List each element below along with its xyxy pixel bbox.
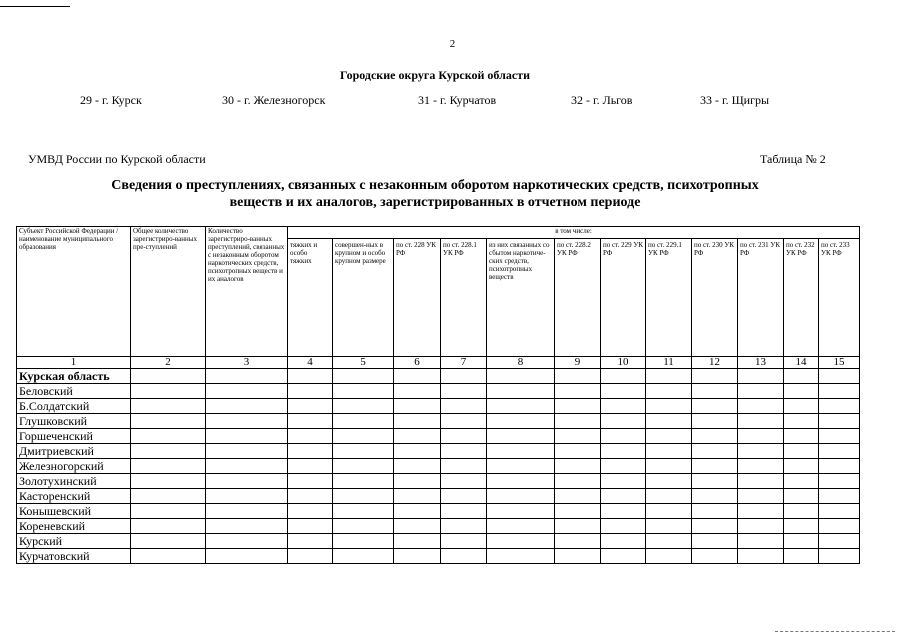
- table-cell: [601, 444, 646, 459]
- table-cell: [131, 519, 206, 534]
- table-number: Таблица № 2: [760, 152, 826, 166]
- table-cell: [487, 474, 555, 489]
- district-32: 32 - г. Льгов: [571, 93, 633, 107]
- table-cell: [131, 504, 206, 519]
- municipality-name: Беловский: [17, 384, 131, 399]
- table-cell: [738, 534, 784, 549]
- table-cell: [441, 459, 487, 474]
- document-title: [40, 177, 830, 211]
- header-subject: Субъект Российской Федерации /наименование муниципального образования: [17, 227, 131, 357]
- header-sale: из них связанных со сбытом наркотиче-ских средств, психотропных веществ: [487, 239, 555, 357]
- table-cell: [394, 399, 441, 414]
- table-cell: [555, 369, 601, 384]
- table-cell: [131, 489, 206, 504]
- table-cell: [394, 489, 441, 504]
- municipality-name: Курский: [17, 534, 131, 549]
- table-cell: [394, 444, 441, 459]
- table-cell: [288, 369, 333, 384]
- table-cell: [784, 414, 819, 429]
- col-num: 10: [601, 357, 646, 369]
- table-cell: [819, 504, 860, 519]
- table-cell: [738, 429, 784, 444]
- table-cell: [555, 429, 601, 444]
- table-cell: [206, 444, 288, 459]
- municipality-name: Касторенский: [17, 489, 131, 504]
- table-cell: [441, 384, 487, 399]
- table-cell: [487, 504, 555, 519]
- table-cell: [738, 414, 784, 429]
- table-cell: [206, 459, 288, 474]
- table-cell: [784, 444, 819, 459]
- table-cell: [333, 429, 394, 444]
- table-cell: [692, 549, 738, 564]
- table-cell: [784, 489, 819, 504]
- district-33: 33 - г. Щигры: [700, 93, 770, 107]
- table-cell: [646, 549, 692, 564]
- col-num: 14: [784, 357, 819, 369]
- table-cell: [646, 504, 692, 519]
- table-cell: [333, 534, 394, 549]
- table-cell: [131, 429, 206, 444]
- table-cell: [646, 459, 692, 474]
- footer-rule: [775, 631, 895, 632]
- header-art-228-2: по ст. 228.2 УК РФ: [555, 239, 601, 357]
- table-cell: [487, 459, 555, 474]
- table-cell: [441, 399, 487, 414]
- header-art-230: по ст. 230 УК РФ: [692, 239, 738, 357]
- table-cell: [487, 384, 555, 399]
- table-cell: [784, 474, 819, 489]
- table-cell: [646, 444, 692, 459]
- table-row: [17, 444, 860, 459]
- header-art-233: по ст. 233 УК РФ: [819, 239, 860, 357]
- header-grave: тяжких и особо тяжких: [288, 239, 333, 357]
- col-num: 7: [441, 357, 487, 369]
- table-row: [17, 414, 860, 429]
- col-num: 3: [206, 357, 288, 369]
- table-cell: [555, 489, 601, 504]
- table-cell: [394, 369, 441, 384]
- table-cell: [394, 384, 441, 399]
- table-cell: [131, 444, 206, 459]
- table-row: [17, 549, 860, 564]
- table-cell: [738, 519, 784, 534]
- table-cell: [692, 444, 738, 459]
- table-cell: [131, 384, 206, 399]
- table-cell: [692, 429, 738, 444]
- table-cell: [819, 414, 860, 429]
- municipality-name: Конышевский: [17, 504, 131, 519]
- table-cell: [784, 429, 819, 444]
- table-cell: [738, 549, 784, 564]
- table-cell: [206, 504, 288, 519]
- municipality-name: Курская область: [17, 369, 131, 384]
- table-cell: [333, 399, 394, 414]
- table-cell: [819, 549, 860, 564]
- table-cell: [394, 519, 441, 534]
- table-cell: [784, 504, 819, 519]
- column-number-row: [17, 357, 860, 369]
- table-cell: [333, 519, 394, 534]
- table-cell: [131, 399, 206, 414]
- table-cell: [333, 504, 394, 519]
- table-cell: [441, 534, 487, 549]
- table-cell: [487, 549, 555, 564]
- table-cell: [555, 399, 601, 414]
- col-num: 12: [692, 357, 738, 369]
- table-cell: [487, 429, 555, 444]
- table-cell: [601, 429, 646, 444]
- table-cell: [394, 534, 441, 549]
- municipality-name: Дмитриевский: [17, 444, 131, 459]
- district-30: 30 - г. Железногорск: [222, 93, 326, 107]
- table-cell: [646, 414, 692, 429]
- table-cell: [646, 474, 692, 489]
- table-row: [17, 384, 860, 399]
- col-num: 15: [819, 357, 860, 369]
- table-cell: [131, 414, 206, 429]
- table-cell: [738, 399, 784, 414]
- header-drug-crimes: Количество зарегистриро-ванных преступлений, связанных с незаконным оборотом наркотических средств, психотропных веществ и их аналогов: [206, 227, 288, 357]
- table-cell: [555, 444, 601, 459]
- table-cell: [487, 444, 555, 459]
- table-cell: [441, 504, 487, 519]
- table-cell: [601, 534, 646, 549]
- table-cell: [555, 519, 601, 534]
- table-cell: [646, 534, 692, 549]
- table-row: [17, 534, 860, 549]
- table-cell: [487, 519, 555, 534]
- table-cell: [784, 399, 819, 414]
- col-num: 4: [288, 357, 333, 369]
- table-cell: [646, 489, 692, 504]
- table-cell: [206, 429, 288, 444]
- table-cell: [206, 399, 288, 414]
- table-row: [17, 369, 860, 384]
- table-cell: [555, 384, 601, 399]
- table-cell: [555, 534, 601, 549]
- header-art-231: по ст. 231 УК РФ: [738, 239, 784, 357]
- col-num: 5: [333, 357, 394, 369]
- table-row: [17, 399, 860, 414]
- table-cell: [441, 414, 487, 429]
- table-cell: [738, 369, 784, 384]
- table-cell: [288, 474, 333, 489]
- table-cell: [692, 459, 738, 474]
- table-cell: [601, 369, 646, 384]
- table-cell: [819, 459, 860, 474]
- header-including: в том числе:: [288, 227, 860, 239]
- table-cell: [288, 459, 333, 474]
- district-29: 29 - г. Курск: [80, 93, 142, 107]
- table-cell: [555, 504, 601, 519]
- header-art-228: по ст. 228 УК РФ: [394, 239, 441, 357]
- table-row: [17, 489, 860, 504]
- col-num: 6: [394, 357, 441, 369]
- table-cell: [487, 369, 555, 384]
- table-cell: [441, 369, 487, 384]
- table-row: [17, 429, 860, 444]
- table-cell: [288, 384, 333, 399]
- table-cell: [784, 459, 819, 474]
- table-cell: [487, 414, 555, 429]
- table-cell: [288, 429, 333, 444]
- table-cell: [441, 444, 487, 459]
- table-cell: [819, 444, 860, 459]
- table-cell: [394, 504, 441, 519]
- table-cell: [206, 474, 288, 489]
- table-cell: [288, 489, 333, 504]
- table-cell: [819, 534, 860, 549]
- table-cell: [601, 519, 646, 534]
- municipality-name: Курчатовский: [17, 549, 131, 564]
- col-num: 8: [487, 357, 555, 369]
- table-cell: [738, 384, 784, 399]
- table-cell: [692, 369, 738, 384]
- table-row: [17, 504, 860, 519]
- table-cell: [692, 519, 738, 534]
- table-cell: [288, 519, 333, 534]
- col-num: 11: [646, 357, 692, 369]
- table-cell: [441, 474, 487, 489]
- table-cell: [441, 429, 487, 444]
- table-cell: [555, 459, 601, 474]
- header-art-228-1: по ст. 228.1 УК РФ: [441, 239, 487, 357]
- table-cell: [487, 399, 555, 414]
- table-cell: [784, 369, 819, 384]
- page-number: 2: [449, 38, 456, 50]
- municipality-name: Железногорский: [17, 459, 131, 474]
- table-cell: [333, 474, 394, 489]
- table-cell: [206, 369, 288, 384]
- col-num: 2: [131, 357, 206, 369]
- table-cell: [601, 504, 646, 519]
- table-cell: [206, 384, 288, 399]
- table-cell: [819, 429, 860, 444]
- table-cell: [601, 549, 646, 564]
- table-cell: [555, 414, 601, 429]
- table-cell: [206, 549, 288, 564]
- table-cell: [692, 534, 738, 549]
- organization-name: УМВД России по Курской области: [28, 152, 206, 166]
- table-cell: [646, 384, 692, 399]
- table-cell: [131, 369, 206, 384]
- municipality-name: Золотухинский: [17, 474, 131, 489]
- table-cell: [601, 414, 646, 429]
- table-cell: [131, 534, 206, 549]
- header-art-229-1: по ст. 229.1 УК РФ: [646, 239, 692, 357]
- table-cell: [692, 399, 738, 414]
- table-cell: [784, 549, 819, 564]
- title-line-1: Сведения о преступлениях, связанных с незаконным оборотом наркотических средств, психотропных: [111, 178, 759, 193]
- table-cell: [206, 519, 288, 534]
- municipality-name: Б.Солдатский: [17, 399, 131, 414]
- table-cell: [738, 444, 784, 459]
- table-cell: [288, 534, 333, 549]
- table-cell: [131, 474, 206, 489]
- table-cell: [288, 504, 333, 519]
- table-cell: [333, 459, 394, 474]
- top-rule: [0, 6, 70, 7]
- table-cell: [333, 384, 394, 399]
- table-cell: [333, 489, 394, 504]
- table-cell: [394, 414, 441, 429]
- table-cell: [646, 519, 692, 534]
- table-cell: [784, 519, 819, 534]
- table-cell: [692, 414, 738, 429]
- table-cell: [487, 534, 555, 549]
- table-cell: [131, 549, 206, 564]
- table-cell: [819, 384, 860, 399]
- table-cell: [555, 549, 601, 564]
- municipality-name: Кореневский: [17, 519, 131, 534]
- table-row: [17, 474, 860, 489]
- table-cell: [646, 369, 692, 384]
- table-cell: [601, 459, 646, 474]
- table-cell: [206, 534, 288, 549]
- table-cell: [206, 414, 288, 429]
- table-cell: [646, 399, 692, 414]
- table-cell: [738, 474, 784, 489]
- table-cell: [288, 549, 333, 564]
- table-cell: [333, 414, 394, 429]
- table-cell: [441, 489, 487, 504]
- table-cell: [738, 459, 784, 474]
- table-cell: [692, 384, 738, 399]
- table-row: [17, 459, 860, 474]
- table-cell: [394, 474, 441, 489]
- table-cell: [487, 489, 555, 504]
- header-art-232: по ст. 232 УК РФ: [784, 239, 819, 357]
- table-cell: [601, 489, 646, 504]
- table-cell: [441, 549, 487, 564]
- col-num: 9: [555, 357, 601, 369]
- header-large-scale: совершен-ных в крупном и особо крупном размере: [333, 239, 394, 357]
- table-cell: [555, 474, 601, 489]
- crime-statistics-table: [16, 226, 860, 564]
- table-cell: [288, 399, 333, 414]
- municipality-name: Горшеченский: [17, 429, 131, 444]
- table-cell: [692, 474, 738, 489]
- table-cell: [692, 504, 738, 519]
- table-row: [17, 519, 860, 534]
- table-cell: [394, 459, 441, 474]
- table-cell: [601, 474, 646, 489]
- table-cell: [333, 549, 394, 564]
- col-num: 1: [17, 357, 131, 369]
- table-cell: [819, 489, 860, 504]
- table-cell: [819, 519, 860, 534]
- table-cell: [646, 429, 692, 444]
- table-cell: [288, 414, 333, 429]
- table-cell: [692, 489, 738, 504]
- table-cell: [131, 459, 206, 474]
- municipality-name: Глушковский: [17, 414, 131, 429]
- table-cell: [394, 549, 441, 564]
- table-cell: [601, 399, 646, 414]
- table-cell: [206, 489, 288, 504]
- table-cell: [288, 444, 333, 459]
- table-cell: [441, 519, 487, 534]
- district-31: 31 - г. Курчатов: [418, 93, 497, 107]
- table-cell: [738, 504, 784, 519]
- table-cell: [819, 369, 860, 384]
- header-art-229: по ст. 229 УК РФ: [601, 239, 646, 357]
- table-cell: [394, 429, 441, 444]
- section-subtitle: Городские округа Курской области: [340, 68, 530, 82]
- table-cell: [784, 384, 819, 399]
- title-line-2: веществ и их аналогов, зарегистрированных в отчетном периоде: [229, 195, 641, 210]
- col-num: 13: [738, 357, 784, 369]
- header-total: Общее количество зарегистриро-ванных пре-ступлений: [131, 227, 206, 357]
- table-cell: [333, 444, 394, 459]
- table-cell: [819, 474, 860, 489]
- table-cell: [819, 399, 860, 414]
- table-cell: [738, 489, 784, 504]
- table-cell: [601, 384, 646, 399]
- table-cell: [784, 534, 819, 549]
- table-cell: [333, 369, 394, 384]
